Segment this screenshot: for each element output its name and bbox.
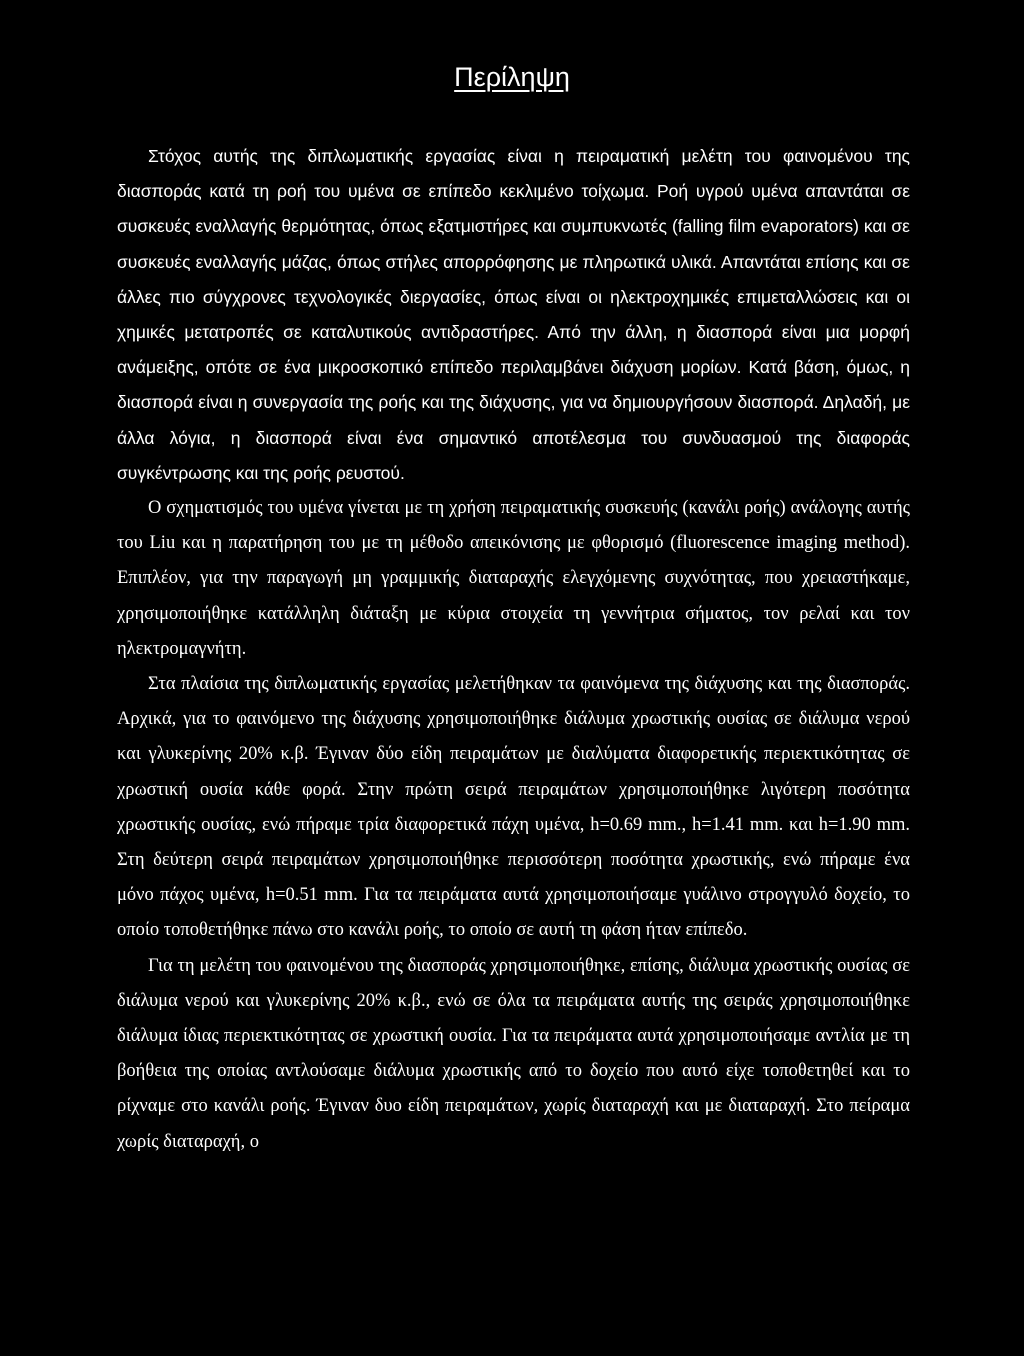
- document-body: [117, 139, 910, 1160]
- paragraph-1: Στόχος αυτής της διπλωματικής εργασίας είναι η πειραματική μελέτη του φαινομένου της διασποράς κατά τη ροή του υμένα σε επίπεδο κεκλιμένο τοίχωμα. Ροή υγρού υμένα απαντάται σε συσκευές εναλλαγής θερμότητας, όπως εξατμιστήρες και συμπυκνωτές (falling film evaporators) και σε συσκευές εναλλαγής μάζας, όπως στήλες απορρόφησης με πληρωτικά υλικά. Απαντάται επίσης και σε άλλες πιο σύγχρονες τεχνολογικές διεργασίες, όπως είναι οι ηλεκτροχημικές επιμεταλλώσεις και οι χημικές μετατροπές σε καταλυτικούς αντιδραστήρες. Από την άλλη, η διασπορά είναι μια μορφή ανάμειξης, οπότε σε ένα μικροσκοπικό επίπεδο περιλαμβάνει διάχυση μορίων. Κατά βάση, όμως, η διασπορά είναι η συνεργασία της ροής και της διάχυσης, για να δημιουργήσουν διασπορά. Δηλαδή, με άλλα λόγια, η διασπορά είναι ένα σημαντικό αποτέλεσμα του συνδυασμού της διαφοράς συγκέντρωσης και της ροής ρευστού.: [117, 146, 910, 483]
- page-title: Περίληψη: [454, 62, 570, 92]
- paragraph-3: Στα πλαίσια της διπλωματικής εργασίας μελετήθηκαν τα φαινόμενα της διάχυσης και της διασποράς. Αρχικά, για το φαινόμενο της διάχυσης χρησιμοποιήθηκε διάλυμα χρωστικής ουσίας σε διάλυμα νερού και γλυκερίνης 20% κ.β. Έγιναν δύο είδη πειραμάτων με διαλύματα διαφορετικής περιεκτικότητας σε χρωστική ουσία κάθε φορά. Στην πρώτη σειρά πειραμάτων χρησιμοποιήθηκε λιγότερη ποσότητα χρωστικής ουσίας, ενώ πήραμε τρία διαφορετικά πάχη υμένα, h=0.69 mm., h=1.41 mm. και h=1.90 mm. Στη δεύτερη σειρά πειραμάτων χρησιμοποιήθηκε περισσότερη ποσότητα χρωστικής, ενώ πήραμε ένα μόνο πάχος υμένα, h=0.51 mm. Για τα πειράματα αυτά χρησιμοποιήσαμε γυάλινο στρογγυλό δοχείο, το οποίο τοποθετήθηκε πάνω στο κανάλι ροής, το οποίο σε αυτή τη φάση ήταν επίπεδο.: [117, 674, 910, 941]
- paragraph-2: Ο σχηματισμός του υμένα γίνεται με τη χρήση πειραματικής συσκευής (κανάλι ροής) ανάλογης αυτής του Liu και η παρατήρηση του με τη μέθοδο απεικόνισης με φθορισμό (fluorescence imaging method). Επιπλέον, για την παραγωγή μη γραμμικής διαταραχής ελεγχόμενης συχνότητας, που χρειαστήκαμε, χρησιμοποιήθηκε κατάλληλη διάταξη με κύρια στοιχεία τη γεννήτρια σήματος, τον ρελαί και τον ηλεκτρομαγνήτη.: [117, 498, 910, 659]
- paragraph-4: Για τη μελέτη του φαινομένου της διασποράς χρησιμοποιήθηκε, επίσης, διάλυμα χρωστικής ουσίας σε διάλυμα νερού και γλυκερίνης 20% κ.β., ενώ σε όλα τα πειράματα αυτής της σειράς χρησιμοποιήθηκε διάλυμα ίδιας περιεκτικότητας σε χρωστική ουσία. Για τα πειράματα αυτά χρησιμοποιήσαμε αντλία με τη βοήθεια της οποίας αντλούσαμε διάλυμα χρωστικής από το δοχείο που αυτό είχε τοποθετηθεί και το ρίχναμε στο κανάλι ροής. Έγιναν δυο είδη πειραμάτων, χωρίς διαταραχή και με διαταραχή. Στο πείραμα χωρίς διαταραχή, ο: [117, 955, 910, 1152]
